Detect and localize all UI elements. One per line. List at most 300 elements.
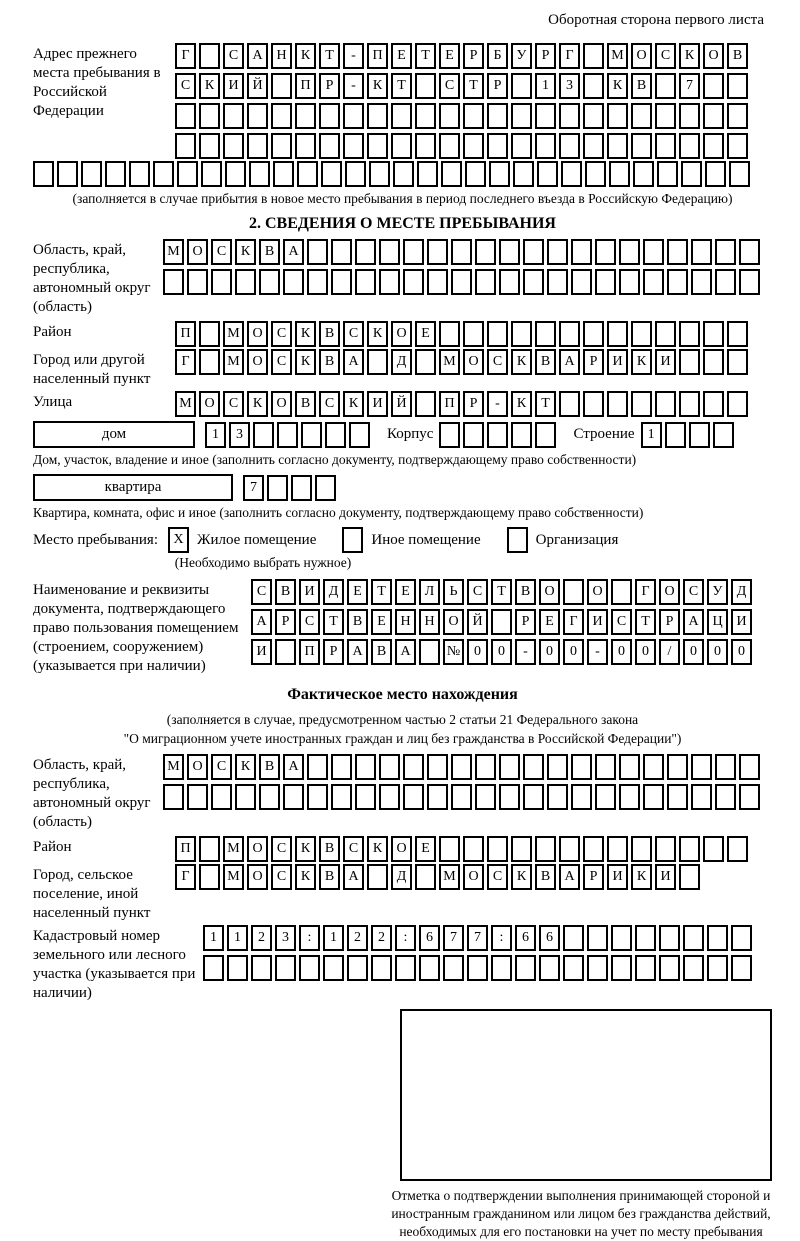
char-box[interactable] <box>201 161 222 187</box>
char-box[interactable]: Й <box>467 609 488 635</box>
char-box[interactable]: Р <box>275 609 296 635</box>
char-box[interactable] <box>33 161 54 187</box>
char-box[interactable] <box>475 269 496 295</box>
char-box[interactable] <box>379 754 400 780</box>
char-box[interactable] <box>415 864 436 890</box>
char-box[interactable] <box>439 321 460 347</box>
char-box[interactable] <box>511 422 532 448</box>
char-box[interactable]: А <box>251 609 272 635</box>
char-box[interactable] <box>315 475 336 501</box>
char-box[interactable] <box>731 925 752 951</box>
char-box[interactable] <box>491 955 512 981</box>
char-box[interactable] <box>655 391 676 417</box>
char-box[interactable]: Г <box>175 349 196 375</box>
char-box[interactable]: О <box>463 864 484 890</box>
char-box[interactable] <box>451 784 472 810</box>
char-box[interactable] <box>559 103 580 129</box>
char-box[interactable] <box>499 754 520 780</box>
char-box[interactable] <box>715 784 736 810</box>
char-box[interactable] <box>679 864 700 890</box>
char-box[interactable] <box>427 239 448 265</box>
char-box[interactable]: К <box>295 321 316 347</box>
char-box[interactable] <box>391 103 412 129</box>
char-box[interactable] <box>301 422 322 448</box>
char-box[interactable] <box>715 754 736 780</box>
char-box[interactable] <box>415 73 436 99</box>
char-box[interactable] <box>703 349 724 375</box>
char-box[interactable] <box>403 239 424 265</box>
char-box[interactable]: Е <box>371 609 392 635</box>
char-box[interactable] <box>163 784 184 810</box>
char-box[interactable]: И <box>731 609 752 635</box>
char-box[interactable] <box>347 955 368 981</box>
char-box[interactable]: К <box>367 321 388 347</box>
char-box[interactable]: С <box>299 609 320 635</box>
char-box[interactable] <box>679 133 700 159</box>
char-box[interactable] <box>511 836 532 862</box>
char-box[interactable] <box>427 269 448 295</box>
char-box[interactable]: В <box>259 239 280 265</box>
char-box[interactable] <box>583 133 604 159</box>
char-box[interactable] <box>247 133 268 159</box>
char-box[interactable]: К <box>295 349 316 375</box>
char-box[interactable]: В <box>275 579 296 605</box>
char-box[interactable] <box>583 391 604 417</box>
char-box[interactable]: Е <box>415 321 436 347</box>
char-box[interactable] <box>487 422 508 448</box>
char-box[interactable] <box>587 925 608 951</box>
char-box[interactable] <box>665 422 686 448</box>
char-box[interactable]: Р <box>535 43 556 69</box>
char-box[interactable] <box>537 161 558 187</box>
char-box[interactable]: Е <box>395 579 416 605</box>
char-box[interactable] <box>355 239 376 265</box>
char-box[interactable] <box>563 955 584 981</box>
char-box[interactable] <box>727 391 748 417</box>
char-box[interactable] <box>367 133 388 159</box>
char-box[interactable]: 6 <box>539 925 560 951</box>
char-box[interactable]: Д <box>391 864 412 890</box>
char-box[interactable] <box>345 161 366 187</box>
char-box[interactable] <box>403 784 424 810</box>
char-box[interactable] <box>727 73 748 99</box>
char-box[interactable] <box>415 391 436 417</box>
char-box[interactable] <box>251 955 272 981</box>
char-box[interactable] <box>163 269 184 295</box>
char-box[interactable]: П <box>299 639 320 665</box>
char-box[interactable]: М <box>223 321 244 347</box>
char-box[interactable]: М <box>223 349 244 375</box>
char-box[interactable]: А <box>559 864 580 890</box>
char-box[interactable]: Й <box>247 73 268 99</box>
char-box[interactable]: К <box>295 864 316 890</box>
char-box[interactable] <box>319 103 340 129</box>
char-box[interactable] <box>659 925 680 951</box>
char-box[interactable] <box>535 836 556 862</box>
char-box[interactable] <box>379 269 400 295</box>
char-box[interactable] <box>595 784 616 810</box>
char-box[interactable] <box>703 391 724 417</box>
char-box[interactable] <box>129 161 150 187</box>
char-box[interactable] <box>379 784 400 810</box>
char-box[interactable] <box>331 754 352 780</box>
char-box[interactable]: 0 <box>467 639 488 665</box>
char-box[interactable]: И <box>223 73 244 99</box>
char-box[interactable] <box>585 161 606 187</box>
char-box[interactable]: А <box>395 639 416 665</box>
char-box[interactable] <box>561 161 582 187</box>
char-box[interactable] <box>199 349 220 375</box>
char-box[interactable] <box>463 422 484 448</box>
char-box[interactable] <box>631 103 652 129</box>
char-box[interactable] <box>535 103 556 129</box>
char-box[interactable] <box>367 103 388 129</box>
char-box[interactable] <box>595 239 616 265</box>
char-box[interactable]: С <box>175 73 196 99</box>
char-box[interactable]: О <box>391 836 412 862</box>
char-box[interactable]: 2 <box>371 925 392 951</box>
char-box[interactable]: С <box>319 391 340 417</box>
char-box[interactable] <box>367 349 388 375</box>
char-box[interactable] <box>275 639 296 665</box>
char-box[interactable]: - <box>587 639 608 665</box>
char-box[interactable] <box>595 754 616 780</box>
char-box[interactable] <box>583 43 604 69</box>
char-box[interactable]: / <box>659 639 680 665</box>
char-box[interactable] <box>223 103 244 129</box>
char-box[interactable]: 1 <box>323 925 344 951</box>
char-box[interactable] <box>177 161 198 187</box>
char-box[interactable] <box>679 103 700 129</box>
char-box[interactable]: С <box>271 836 292 862</box>
char-box[interactable]: М <box>439 864 460 890</box>
char-box[interactable] <box>283 784 304 810</box>
char-box[interactable] <box>439 422 460 448</box>
char-box[interactable]: С <box>655 43 676 69</box>
char-box[interactable] <box>419 955 440 981</box>
char-box[interactable]: У <box>511 43 532 69</box>
char-box[interactable]: К <box>679 43 700 69</box>
char-box[interactable] <box>175 133 196 159</box>
char-box[interactable] <box>343 103 364 129</box>
char-box[interactable] <box>403 754 424 780</box>
char-box[interactable]: В <box>259 754 280 780</box>
char-box[interactable] <box>681 161 702 187</box>
char-box[interactable] <box>487 836 508 862</box>
char-box[interactable]: Т <box>323 609 344 635</box>
char-box[interactable]: Н <box>271 43 292 69</box>
char-box[interactable] <box>703 103 724 129</box>
char-box[interactable]: О <box>443 609 464 635</box>
char-box[interactable] <box>355 784 376 810</box>
char-box[interactable] <box>295 103 316 129</box>
char-box[interactable]: 7 <box>467 925 488 951</box>
char-box[interactable]: 2 <box>347 925 368 951</box>
char-box[interactable]: 1 <box>227 925 248 951</box>
char-box[interactable] <box>655 836 676 862</box>
char-box[interactable] <box>393 161 414 187</box>
char-box[interactable]: П <box>295 73 316 99</box>
char-box[interactable] <box>713 422 734 448</box>
char-box[interactable]: 3 <box>229 422 250 448</box>
char-box[interactable] <box>223 133 244 159</box>
char-box[interactable] <box>739 269 760 295</box>
char-box[interactable]: С <box>223 391 244 417</box>
char-box[interactable]: А <box>343 349 364 375</box>
char-box[interactable] <box>705 161 726 187</box>
char-box[interactable] <box>655 73 676 99</box>
char-box[interactable]: Р <box>323 639 344 665</box>
char-box[interactable]: 7 <box>443 925 464 951</box>
char-box[interactable]: 0 <box>683 639 704 665</box>
char-box[interactable]: О <box>247 349 268 375</box>
char-box[interactable] <box>439 133 460 159</box>
char-box[interactable] <box>487 321 508 347</box>
char-box[interactable]: : <box>491 925 512 951</box>
char-box[interactable]: Е <box>415 836 436 862</box>
char-box[interactable] <box>559 391 580 417</box>
char-box[interactable] <box>415 349 436 375</box>
char-box[interactable]: Р <box>463 391 484 417</box>
char-box[interactable] <box>513 161 534 187</box>
char-box[interactable]: М <box>163 754 184 780</box>
char-box[interactable] <box>299 955 320 981</box>
char-box[interactable] <box>607 391 628 417</box>
char-box[interactable]: М <box>223 836 244 862</box>
char-box[interactable] <box>727 349 748 375</box>
char-box[interactable]: К <box>511 391 532 417</box>
char-box[interactable] <box>295 133 316 159</box>
char-box[interactable] <box>187 269 208 295</box>
char-box[interactable] <box>659 955 680 981</box>
char-box[interactable] <box>395 955 416 981</box>
char-box[interactable]: Р <box>583 349 604 375</box>
char-box[interactable] <box>419 639 440 665</box>
char-box[interactable] <box>535 133 556 159</box>
char-box[interactable] <box>631 133 652 159</box>
char-box[interactable] <box>727 321 748 347</box>
char-box[interactable] <box>607 133 628 159</box>
char-box[interactable]: Е <box>539 609 560 635</box>
char-box[interactable] <box>611 579 632 605</box>
char-box[interactable] <box>559 321 580 347</box>
char-box[interactable]: Е <box>391 43 412 69</box>
char-box[interactable]: Е <box>439 43 460 69</box>
char-box[interactable] <box>391 133 412 159</box>
char-box[interactable] <box>563 925 584 951</box>
char-box[interactable] <box>247 103 268 129</box>
char-box[interactable]: К <box>511 349 532 375</box>
char-box[interactable] <box>583 103 604 129</box>
char-box[interactable] <box>403 269 424 295</box>
char-box[interactable] <box>703 836 724 862</box>
char-box[interactable] <box>523 269 544 295</box>
char-box[interactable]: 1 <box>535 73 556 99</box>
char-box[interactable] <box>607 836 628 862</box>
char-box[interactable] <box>691 754 712 780</box>
char-box[interactable] <box>633 161 654 187</box>
char-box[interactable]: Л <box>419 579 440 605</box>
char-box[interactable] <box>691 269 712 295</box>
char-box[interactable]: В <box>319 349 340 375</box>
char-box[interactable]: В <box>295 391 316 417</box>
char-box[interactable]: А <box>283 754 304 780</box>
char-box[interactable] <box>451 239 472 265</box>
char-box[interactable]: 0 <box>611 639 632 665</box>
char-box[interactable] <box>211 269 232 295</box>
char-box[interactable] <box>441 161 462 187</box>
char-box[interactable] <box>643 754 664 780</box>
char-box[interactable] <box>703 321 724 347</box>
char-box[interactable] <box>253 422 274 448</box>
char-box[interactable]: А <box>247 43 268 69</box>
char-box[interactable] <box>727 103 748 129</box>
char-box[interactable] <box>331 239 352 265</box>
char-box[interactable]: С <box>271 864 292 890</box>
char-box[interactable] <box>187 784 208 810</box>
char-box[interactable]: 6 <box>419 925 440 951</box>
char-box[interactable] <box>703 133 724 159</box>
char-box[interactable]: Т <box>491 579 512 605</box>
char-box[interactable]: Н <box>419 609 440 635</box>
char-box[interactable] <box>489 161 510 187</box>
char-box[interactable]: 3 <box>275 925 296 951</box>
char-box[interactable] <box>475 784 496 810</box>
char-box[interactable]: - <box>343 73 364 99</box>
char-box[interactable]: А <box>347 639 368 665</box>
char-box[interactable] <box>547 269 568 295</box>
char-box[interactable]: К <box>235 754 256 780</box>
char-box[interactable] <box>487 133 508 159</box>
char-box[interactable]: Т <box>463 73 484 99</box>
char-box[interactable] <box>619 239 640 265</box>
char-box[interactable]: И <box>299 579 320 605</box>
char-box[interactable] <box>667 784 688 810</box>
char-box[interactable]: И <box>367 391 388 417</box>
char-box[interactable] <box>703 73 724 99</box>
char-box[interactable]: С <box>439 73 460 99</box>
char-box[interactable]: О <box>199 391 220 417</box>
char-box[interactable] <box>679 836 700 862</box>
char-box[interactable] <box>619 269 640 295</box>
char-box[interactable]: В <box>631 73 652 99</box>
char-box[interactable] <box>739 754 760 780</box>
char-box[interactable]: Т <box>371 579 392 605</box>
char-box[interactable] <box>199 864 220 890</box>
char-box[interactable] <box>417 161 438 187</box>
char-box[interactable]: Е <box>347 579 368 605</box>
char-box[interactable] <box>689 422 710 448</box>
char-box[interactable]: 0 <box>539 639 560 665</box>
char-box[interactable] <box>467 955 488 981</box>
char-box[interactable] <box>611 925 632 951</box>
char-box[interactable]: С <box>487 864 508 890</box>
stay-type-checkbox-other[interactable] <box>342 527 363 553</box>
char-box[interactable]: 0 <box>491 639 512 665</box>
char-box[interactable]: Д <box>391 349 412 375</box>
char-box[interactable] <box>667 269 688 295</box>
char-box[interactable]: М <box>223 864 244 890</box>
char-box[interactable] <box>273 161 294 187</box>
char-box[interactable]: П <box>175 321 196 347</box>
char-box[interactable]: В <box>535 349 556 375</box>
char-box[interactable]: Г <box>175 43 196 69</box>
char-box[interactable] <box>81 161 102 187</box>
char-box[interactable] <box>523 239 544 265</box>
char-box[interactable] <box>443 955 464 981</box>
char-box[interactable]: 0 <box>563 639 584 665</box>
char-box[interactable] <box>271 103 292 129</box>
char-box[interactable]: Т <box>415 43 436 69</box>
char-box[interactable]: К <box>631 864 652 890</box>
char-box[interactable] <box>691 239 712 265</box>
char-box[interactable]: Г <box>175 864 196 890</box>
char-box[interactable] <box>667 754 688 780</box>
char-box[interactable]: Т <box>391 73 412 99</box>
char-box[interactable]: К <box>367 73 388 99</box>
char-box[interactable] <box>539 955 560 981</box>
char-box[interactable] <box>439 836 460 862</box>
char-box[interactable]: В <box>347 609 368 635</box>
char-box[interactable]: А <box>559 349 580 375</box>
char-box[interactable]: Г <box>559 43 580 69</box>
char-box[interactable]: Ц <box>707 609 728 635</box>
char-box[interactable] <box>487 103 508 129</box>
char-box[interactable]: Г <box>563 609 584 635</box>
char-box[interactable] <box>563 579 584 605</box>
char-box[interactable] <box>727 133 748 159</box>
char-box[interactable] <box>667 239 688 265</box>
char-box[interactable] <box>739 784 760 810</box>
char-box[interactable] <box>271 73 292 99</box>
char-box[interactable]: : <box>299 925 320 951</box>
char-box[interactable] <box>679 349 700 375</box>
char-box[interactable]: М <box>607 43 628 69</box>
char-box[interactable]: С <box>343 321 364 347</box>
char-box[interactable] <box>583 73 604 99</box>
char-box[interactable] <box>343 133 364 159</box>
char-box[interactable]: Й <box>391 391 412 417</box>
char-box[interactable] <box>643 239 664 265</box>
char-box[interactable]: Р <box>583 864 604 890</box>
char-box[interactable]: М <box>439 349 460 375</box>
char-box[interactable]: С <box>223 43 244 69</box>
char-box[interactable] <box>379 239 400 265</box>
char-box[interactable] <box>199 836 220 862</box>
char-box[interactable]: С <box>211 239 232 265</box>
char-box[interactable]: В <box>535 864 556 890</box>
char-box[interactable] <box>369 161 390 187</box>
char-box[interactable]: С <box>487 349 508 375</box>
char-box[interactable]: В <box>319 321 340 347</box>
char-box[interactable] <box>523 754 544 780</box>
char-box[interactable] <box>307 784 328 810</box>
char-box[interactable]: О <box>587 579 608 605</box>
char-box[interactable] <box>657 161 678 187</box>
char-box[interactable] <box>499 269 520 295</box>
char-box[interactable] <box>607 321 628 347</box>
char-box[interactable] <box>267 475 288 501</box>
char-box[interactable] <box>511 321 532 347</box>
char-box[interactable] <box>731 955 752 981</box>
char-box[interactable] <box>571 269 592 295</box>
char-box[interactable] <box>175 103 196 129</box>
char-box[interactable] <box>325 422 346 448</box>
char-box[interactable]: Ь <box>443 579 464 605</box>
char-box[interactable] <box>451 754 472 780</box>
char-box[interactable] <box>683 955 704 981</box>
char-box[interactable]: О <box>631 43 652 69</box>
